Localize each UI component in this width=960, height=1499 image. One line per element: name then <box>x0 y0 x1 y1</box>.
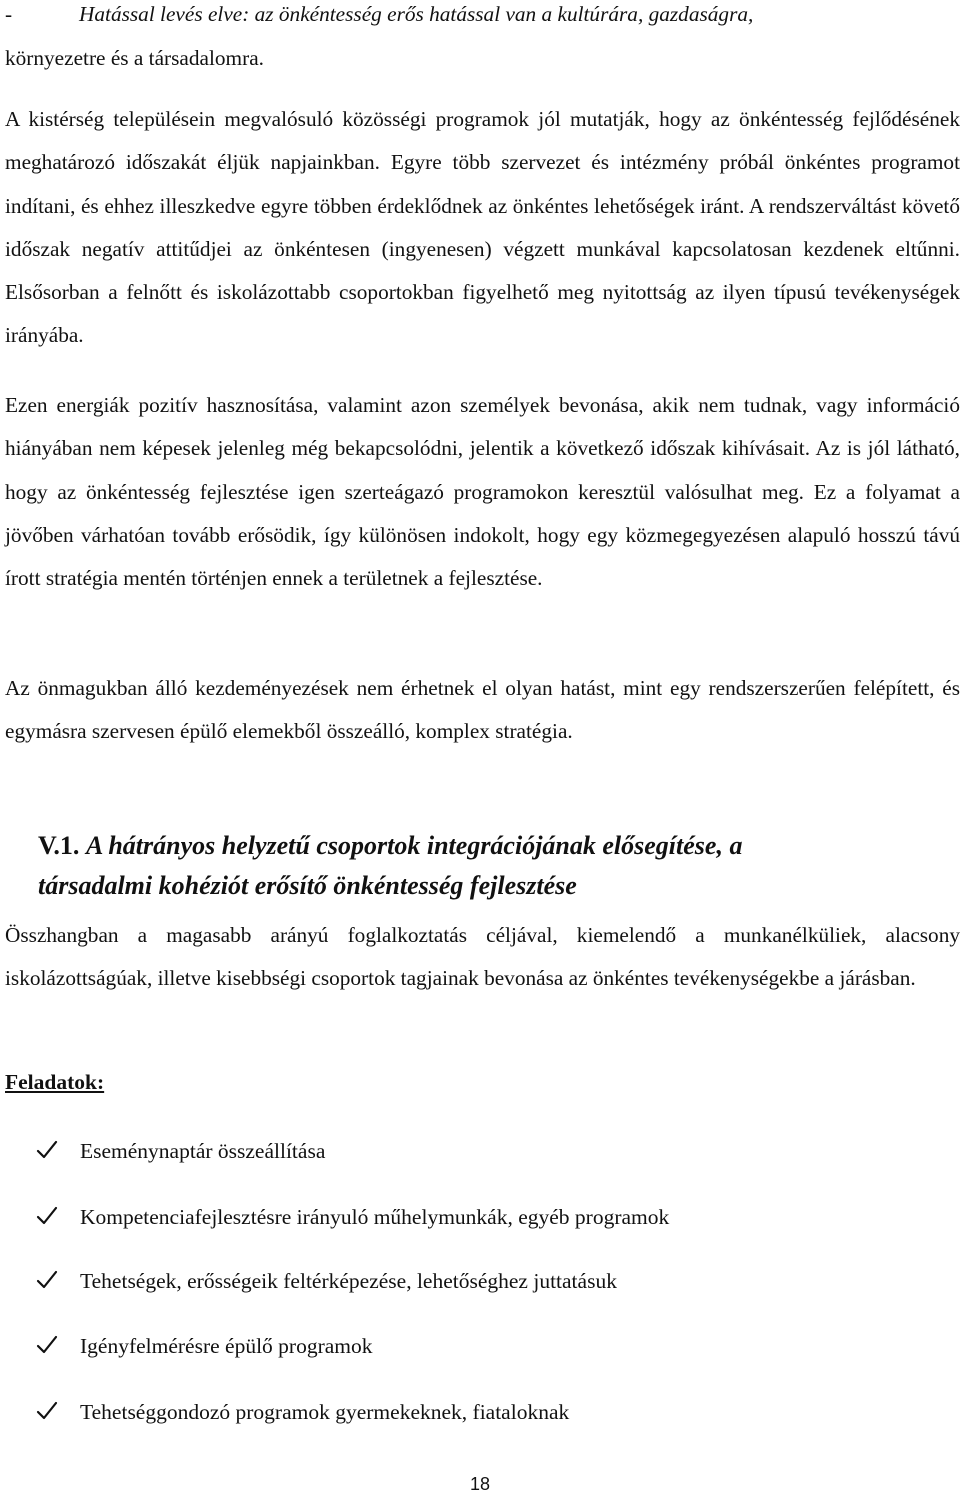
bullet-continuation: környezetre és a társadalomra. <box>5 46 264 70</box>
section-title-line1: A hátrányos helyzetű csoportok integrációjának elősegítése, a <box>85 831 743 860</box>
bullet-dash: - <box>5 2 13 26</box>
section-number: V.1. <box>38 831 80 860</box>
paragraph-challenges: Ezen energiák pozitív hasznosítása, valamint azon személyek bevonása, akik nem tudnak, vagy információ hiányában nem képesek jelenleg még bekapcsolódni, jelentik a következő időszak kihívásait. Az is jól látható, hogy az önkéntesség fejlesztése igen szerteágazó programokon keresztül valósulhat meg. Ez a folyamat a jövőben várhatóan tovább erősödik, így különösen indokolt, hogy egy közmegegyezésen alapuló hosszú távú írott stratégia mentén történjen ennek a területnek a fejlesztése. <box>5 393 960 591</box>
task-item <box>36 1203 936 1233</box>
task-item <box>36 1137 936 1167</box>
checkmark-icon <box>36 1269 58 1291</box>
section-title-line2: társadalmi kohéziót erősítő önkéntesség fejlesztése <box>38 871 577 900</box>
paragraph-strategy: Az önmagukban álló kezdeményezések nem érhetnek el olyan hatást, mint egy rendszerszerűen felépített, és egymásra szervesen épülő elemekből összeálló, komplex stratégia. <box>5 676 960 744</box>
task-item <box>36 1398 936 1428</box>
principle-bullet <box>5 0 960 80</box>
task-text: Igényfelmérésre épülő programok <box>80 1334 373 1358</box>
section-intro: Összhangban a magasabb arányú foglalkoztatás céljával, kiemelendő a munkanélküliek, alacsony iskolázottságúak, illetve kisebbségi csoportok tagjainak bevonása az önkéntes tevékenységekbe a járásban. <box>5 923 960 991</box>
paragraph-volunteering-trends: A kistérség településein megvalósuló közösségi programok jól mutatják, hogy az önkéntesség fejlődésének meghatározó időszakát éljük napjainkban. Egyre több szervezet és intézmény próbál önkéntes programot indítani, és ehhez illeszkedve egyre többen érdeklődnek az önkéntes lehetőségek iránt. A rendszerváltást követő időszak negatív attitűdjei az önkéntesen (ingyenesen) végzett munkával kapcsolatosan kezdenek eltűnni. Elsősorban a felnőtt és iskolázottabb csoportokban figyelhető meg nyitottság az ilyen típusú tevékenységek irányába. <box>5 107 960 348</box>
bullet-text: Hatással levés elve: az önkéntesség erős hatással van a kultúrára, gazdaságra, <box>79 2 754 26</box>
checkmark-icon <box>36 1334 58 1356</box>
checkmark-icon <box>36 1400 58 1422</box>
checkmark-icon <box>36 1205 58 1227</box>
page-number: 18 <box>469 1474 491 1494</box>
section-heading <box>38 826 938 906</box>
task-text: Tehetségek, erősségeik feltérképezése, lehetőséghez juttatásuk <box>80 1269 617 1293</box>
checkmark-icon <box>36 1139 58 1161</box>
task-item <box>36 1267 936 1297</box>
tasks-label: Feladatok: <box>5 1070 105 1094</box>
task-text: Tehetséggondozó programok gyermekeknek, fiataloknak <box>80 1400 570 1424</box>
task-item <box>36 1332 936 1362</box>
task-text: Eseménynaptár összeállítása <box>80 1139 326 1163</box>
task-text: Kompetenciafejlesztésre irányuló műhelymunkák, egyéb programok <box>80 1205 670 1229</box>
